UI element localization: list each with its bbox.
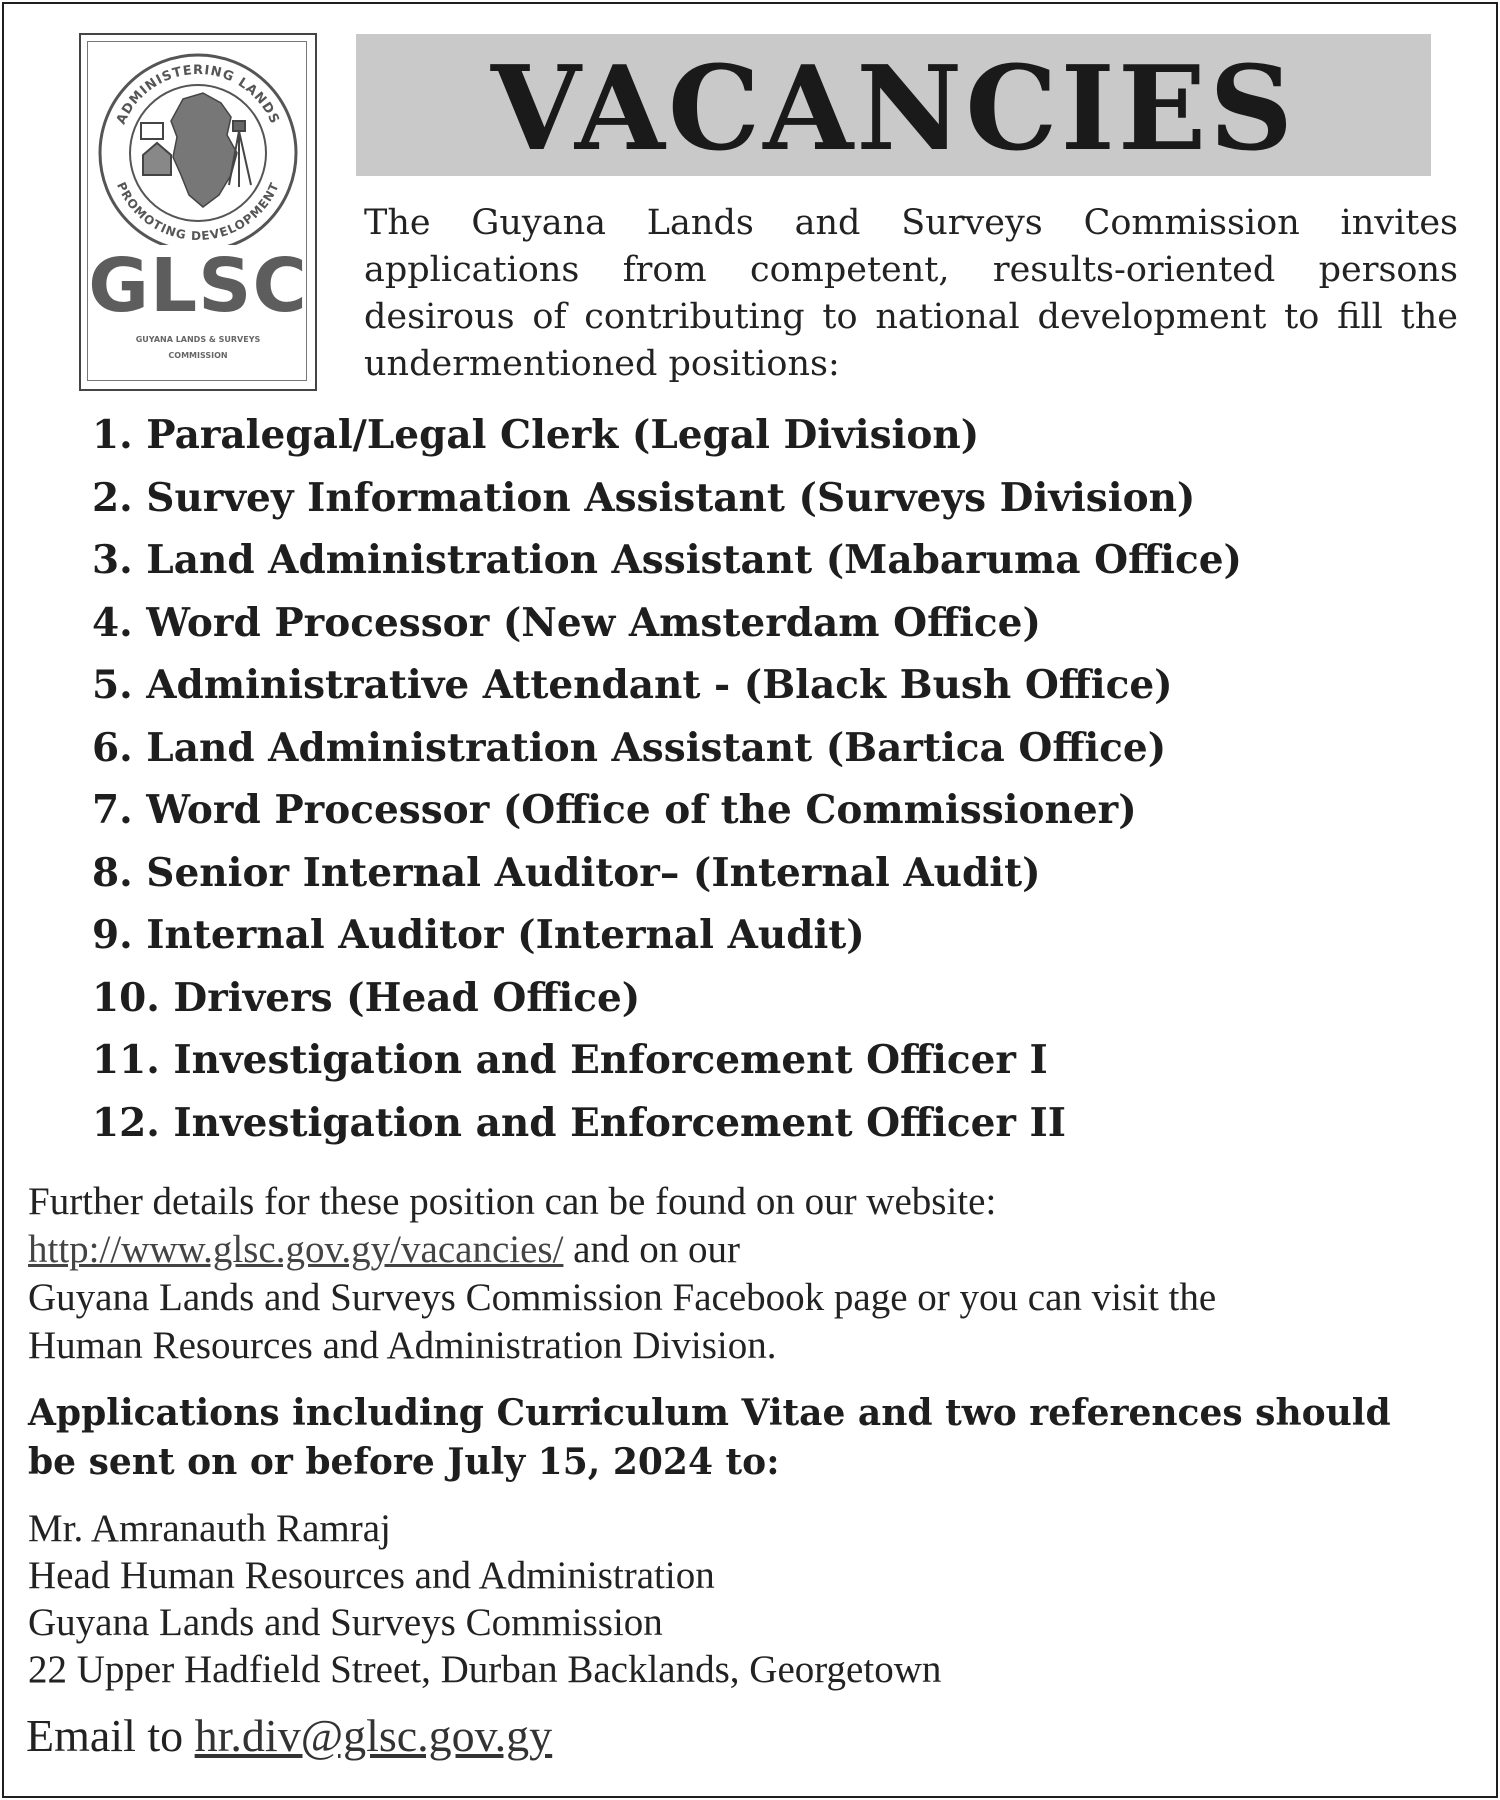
- deadline-line: Applications including Curriculum Vitae and two references should: [28, 1392, 1391, 1434]
- details-line: Further details for these position can be found on our website:: [28, 1180, 997, 1223]
- details-url-suffix: and on our: [563, 1228, 740, 1271]
- seal-top-text: ADMINISTERING LANDS: [113, 62, 283, 127]
- document-icon: [141, 123, 163, 139]
- deadline-notice: [28, 1389, 1478, 1487]
- position-item: 2. Survey Information Assistant (Surveys Division): [92, 474, 1196, 521]
- position-item: 9. Internal Auditor (Internal Audit): [92, 912, 865, 958]
- logo-abbreviation: GLSC: [88, 243, 308, 329]
- position-item: 4. Word Processor (New Amsterdam Office): [92, 599, 1041, 646]
- details-line: Human Resources and Administration Division.: [28, 1324, 777, 1367]
- position-item: 7. Word Processor (Office of the Commissioner): [92, 787, 1137, 833]
- vacancies-link[interactable]: http://www.glsc.gov.gy/vacancies/: [28, 1228, 564, 1271]
- contact-address: [28, 1505, 1428, 1693]
- glsc-logo: [79, 33, 317, 391]
- position-item: 5. Administrative Attendant - (Black Bush Office): [92, 662, 1173, 708]
- logo-subtitle-line2: COMMISSION: [168, 351, 228, 360]
- house-icon: [143, 143, 171, 175]
- seal-bottom-text: PROMOTING DEVELOPMENT: [114, 179, 282, 244]
- logo-emblem: [81, 35, 315, 245]
- details-url-line: [28, 1226, 1468, 1274]
- position-item: 11. Investigation and Enforcement Officer I: [92, 1037, 1048, 1083]
- intro-paragraph: The Guyana Lands and Surveys Commission invites applications from competent, results-oriented persons desirous of contributing to national development to fill the undermentioned positions:: [364, 203, 1458, 384]
- contact-street-address: 22 Upper Hadfield Street, Durban Backlands, Georgetown: [28, 1648, 942, 1691]
- position-item: 10. Drivers (Head Office): [92, 974, 641, 1021]
- details-line: Guyana Lands and Surveys Commission Facebook page or you can visit the: [28, 1276, 1217, 1319]
- position-item: 8. Senior Internal Auditor– (Internal Audit): [92, 849, 1041, 896]
- logo-subtitle-line1: GUYANA LANDS & SURVEYS: [135, 335, 261, 344]
- email-link[interactable]: hr.div@glsc.gov.gy: [194, 1710, 553, 1761]
- position-item: 6. Land Administration Assistant (Bartica Office): [92, 724, 1167, 771]
- header-banner: [356, 34, 1431, 176]
- guyana-map-icon: [171, 93, 237, 207]
- position-item: 3. Land Administration Assistant (Mabaruma Office): [92, 537, 1242, 583]
- contact-name: Mr. Amranauth Ramraj: [28, 1507, 391, 1550]
- positions-list: [92, 404, 1242, 1154]
- email-line: [26, 1708, 552, 1764]
- position-item: 12. Investigation and Enforcement Officer II: [92, 1099, 1067, 1146]
- details-paragraph: [28, 1178, 1468, 1370]
- contact-organization: Guyana Lands and Surveys Commission: [28, 1601, 663, 1644]
- deadline-line: be sent on or before July 15, 2024 to:: [28, 1441, 780, 1483]
- email-label: Email to: [26, 1710, 195, 1761]
- position-item: 1. Paralegal/Legal Clerk (Legal Division): [92, 412, 980, 458]
- page-title: VACANCIES: [490, 41, 1297, 177]
- contact-title: Head Human Resources and Administration: [28, 1554, 715, 1597]
